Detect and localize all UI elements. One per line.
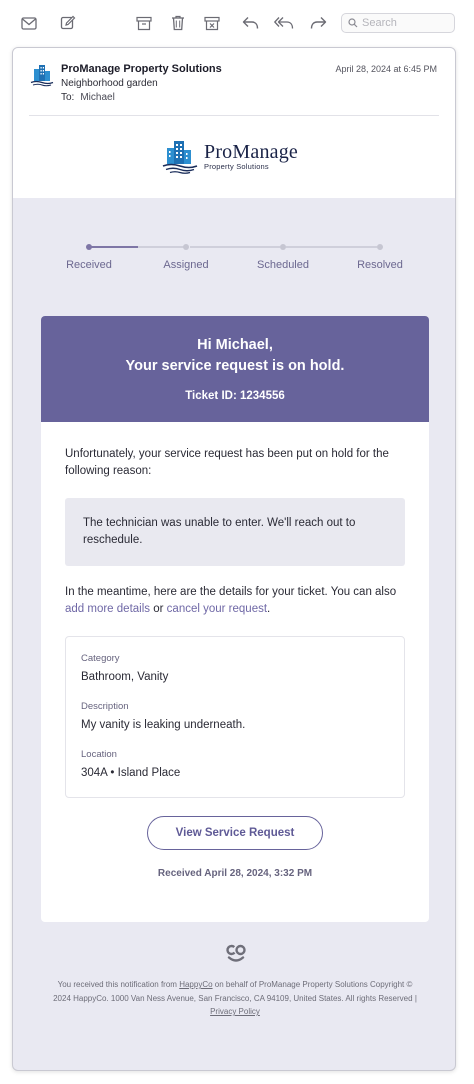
- recipient-line: [61, 92, 115, 103]
- meantime-paragraph: [65, 584, 405, 618]
- progress-track-done: [91, 246, 138, 248]
- category-label: Category: [81, 653, 120, 664]
- search-icon: [348, 18, 358, 28]
- step-label-assigned: Assigned: [163, 259, 209, 271]
- meantime-text: In the meantime, here are the details for your ticket. You can also: [65, 586, 397, 598]
- email-header: [13, 48, 455, 198]
- sender-name: ProManage Property Solutions: [61, 63, 222, 75]
- brand-name: ProManage: [204, 140, 298, 163]
- forward-icon[interactable]: [308, 13, 328, 33]
- category-value: Bathroom, Vanity: [81, 671, 169, 683]
- period-text: .: [267, 603, 271, 615]
- archive-icon[interactable]: [134, 13, 154, 33]
- ticket-details-box: [65, 636, 405, 798]
- to-label: To:: [61, 92, 75, 103]
- junk-icon[interactable]: [202, 13, 222, 33]
- reply-icon[interactable]: [240, 13, 260, 33]
- or-text: or: [153, 603, 164, 615]
- description-value: My vanity is leaking underneath.: [81, 719, 246, 731]
- happyco-link[interactable]: HappyCo: [179, 980, 213, 989]
- location-value: 304A • Island Place: [81, 767, 181, 779]
- happyco-logo-icon: [225, 942, 247, 964]
- ticket-id: Ticket ID: 1234556: [185, 390, 285, 402]
- recipient-name: Michael: [80, 92, 115, 103]
- search-input[interactable]: [362, 17, 442, 29]
- email-footer: [53, 978, 417, 1019]
- brand-logo: [162, 138, 298, 174]
- step-label-resolved: Resolved: [357, 259, 403, 271]
- mail-toolbar: [0, 0, 474, 46]
- search-field[interactable]: [341, 13, 455, 33]
- building-logo-icon: [162, 138, 198, 174]
- hold-intro-text: Unfortunately, your service request has been put on hold for the following reason:: [65, 448, 389, 477]
- email-date: April 28, 2024 at 6:45 PM: [335, 64, 437, 74]
- hold-reason-box: [65, 498, 405, 566]
- status-heading: Your service request is on hold.: [125, 358, 345, 374]
- header-divider: [29, 115, 439, 116]
- service-request-card: [41, 316, 429, 922]
- trash-icon[interactable]: [168, 13, 188, 33]
- footer-separator: |: [414, 993, 417, 1003]
- brand-subtitle: Property Solutions: [204, 161, 269, 171]
- step-dot-received: [86, 244, 92, 250]
- copyright-text: Copyright © 2024 HappyCo. 1000 Van Ness Avenue, San Francisco, CA 94109, United States. All rights Reserved: [53, 980, 413, 1003]
- location-label: Location: [81, 749, 117, 760]
- view-service-request-button[interactable]: View Service Request: [147, 816, 323, 850]
- step-dot-assigned: [183, 244, 189, 250]
- progress-track: [286, 246, 377, 248]
- footer-text: You received this notification from: [57, 980, 177, 989]
- step-dot-scheduled: [280, 244, 286, 250]
- description-label: Description: [81, 701, 129, 712]
- greeting: Hi Michael,: [197, 337, 273, 353]
- email-window: [12, 47, 456, 1071]
- progress-track: [138, 246, 184, 248]
- reply-all-icon[interactable]: [274, 13, 294, 33]
- compose-icon[interactable]: [58, 13, 78, 33]
- step-label-scheduled: Scheduled: [257, 259, 309, 271]
- cancel-request-link[interactable]: cancel your request: [166, 603, 268, 615]
- step-label-received: Received: [66, 259, 112, 271]
- footer-text: on behalf of ProManage Property Solutions: [214, 980, 368, 989]
- sender-avatar: [30, 63, 54, 92]
- received-timestamp: Received April 28, 2024, 3:32 PM: [157, 868, 313, 879]
- progress-track: [190, 246, 280, 248]
- privacy-policy-link[interactable]: Privacy Policy: [210, 1007, 260, 1016]
- mail-icon[interactable]: [19, 13, 39, 33]
- add-details-link[interactable]: add more details: [65, 603, 151, 615]
- request-progress-tracker: [13, 242, 455, 282]
- status-banner: [41, 316, 429, 422]
- hold-reason-text: The technician was unable to enter. We'll reach out to reschedule.: [83, 517, 356, 546]
- step-dot-resolved: [377, 244, 383, 250]
- email-subject: Neighborhood garden: [61, 78, 158, 89]
